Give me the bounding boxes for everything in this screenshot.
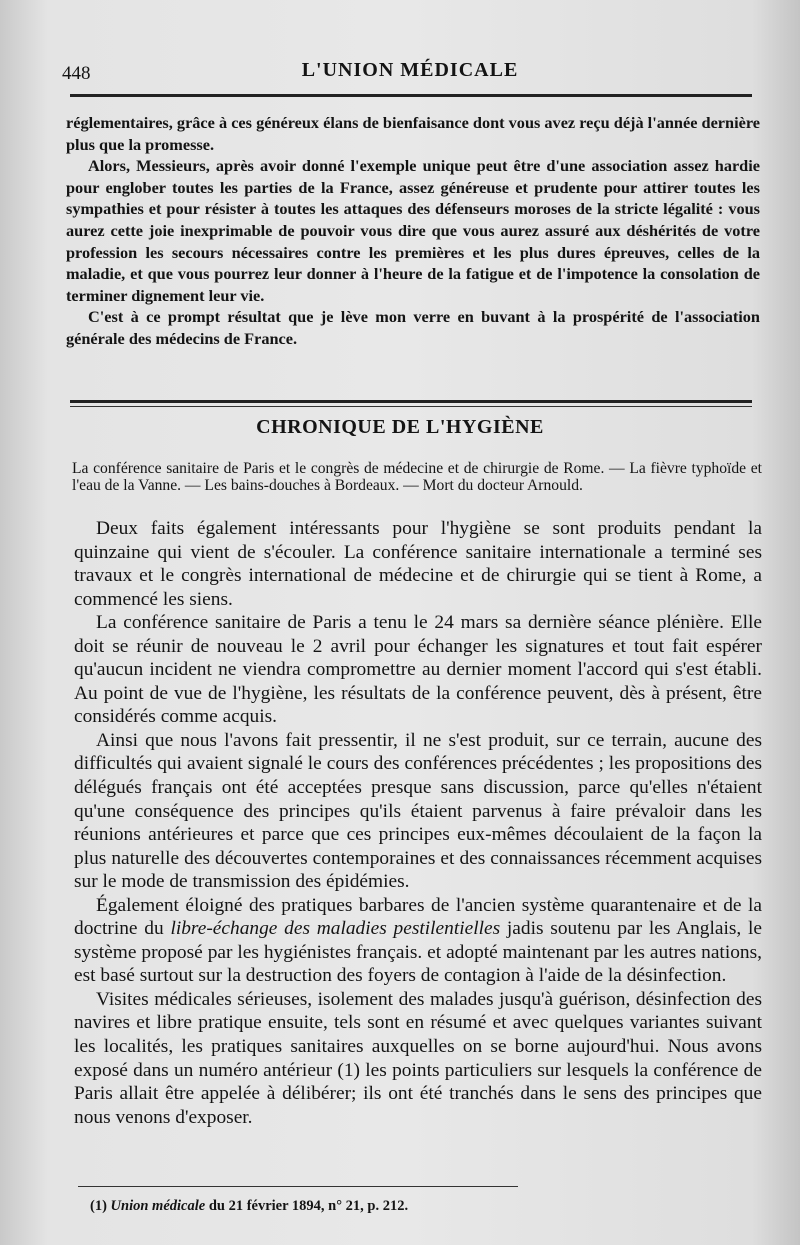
text-run: Également éloigné des pratiques barbares de l'ancien système quarantenaire et de la doctrine du	[74, 894, 762, 940]
paragraph: C'est à ce prompt résultat que je lève mon verre en buvant à la prospérité de l'association générale des médecins de France.	[66, 307, 760, 348]
section-body	[74, 517, 762, 1129]
section-summary: La conférence sanitaire de Paris et le congrès de médecine et de chirurgie de Rome. — La fièvre typhoïde et l'eau de la Vanne. — Les bains-douches à Bordeaux. — Mort du docteur Arnould.	[72, 460, 762, 494]
footnote-reference: du 21 février 1894, n° 21, p. 212.	[208, 1198, 409, 1214]
paragraph: Ainsi que nous l'avons fait pressentir, il ne s'est produit, sur ce terrain, aucune des difficultés qui avaient signalé le cours des conférences précédentes ; les propositions des délégués français ont été acceptées presque sans discussion, parce qu'elles n'étaient qu'une conséquence des principes qu'ils étaient parvenus à faire prévaloir dans les réunions antérieures et parce que ces principes eux-mêmes découlaient de la façon la plus naturelle des découvertes contemporaines et des connaissances récemment acquises sur le mode de transmission des épidémies.	[74, 729, 762, 893]
page-number: 448	[62, 63, 91, 84]
paragraph: Alors, Messieurs, après avoir donné l'exemple unique peut être d'une association assez hardie pour englober toutes les parties de la France, assez généreuse et prudente pour attirer toutes les sympathies et pour résister à toutes les attaques des défenseurs moroses de la stricte légalité : vous aurez cette joie inexprimable de pouvoir vous dire que vous aurez assuré aux déshérités de votre profession les secours nécessaires contre les premières et les plus dures épreuves, celles de la maladie, et que vous pourrez leur donner à l'heure de la fatigue et de l'impotence la consolation de terminer dignement leur vie.	[66, 156, 760, 305]
previous-article-text	[66, 112, 760, 350]
footnote-rule	[78, 1186, 518, 1187]
section-rule-bottom	[70, 406, 752, 407]
text-run: jadis soutenu par les Anglais, le système proposé par les hygiénistes français. et adopté maintenant par les autres nations, est basé surtout sur la destruction des foyers de contagion à l'aide de la désinfection.	[74, 918, 762, 987]
paragraph	[74, 894, 762, 988]
paragraph: Visites médicales sérieuses, isolement des malades jusqu'à guérison, désinfection des navires et libre pratique ensuite, tels sont en résumé et avec quelques variantes suivant les localités, les pratiques sanitaires auxquelles on se borne aujourd'hui. Nous avons exposé dans un numéro antérieur (1) les points particuliers sur lesquels la conférence de Paris allait être appelée à délibérer; ils ont été tranchés dans le sens des principes que nous venons d'exposer.	[74, 988, 762, 1128]
page-header	[60, 55, 760, 85]
footnote-marker: (1)	[90, 1198, 107, 1214]
italic-phrase: libre-échange des maladies pestilentielles	[170, 918, 501, 940]
section-rule-top	[70, 400, 752, 403]
footnote-journal: Union médicale	[110, 1198, 206, 1214]
paragraph: réglementaires, grâce à ces généreux élans de bienfaisance dont vous avez reçu déjà l'année dernière plus que la promesse.	[66, 113, 760, 154]
running-title: L'UNION MÉDICALE	[301, 59, 519, 81]
paragraph: La conférence sanitaire de Paris a tenu le 24 mars sa dernière séance plénière. Elle doit se réunir de nouveau le 2 avril pour échanger les signatures et tout fait espérer qu'aucun incident ne viendra compromettre au dernier moment l'accord qui s'est établi. Au point de vue de l'hygiène, les résultats de la conférence peuvent, dès à présent, être considérés comme acquis.	[74, 612, 762, 728]
header-rule	[70, 94, 752, 97]
footnote	[90, 1198, 690, 1215]
paragraph: Deux faits également intéressants pour l'hygiène se sont produits pendant la quinzaine qui vient de s'écouler. La conférence sanitaire internationale a terminé ses travaux et le congrès international de médecine et de chirurgie qui se tient à Rome, a commencé les siens.	[74, 518, 762, 610]
section-title: CHRONIQUE DE L'HYGIÈNE	[256, 416, 544, 438]
